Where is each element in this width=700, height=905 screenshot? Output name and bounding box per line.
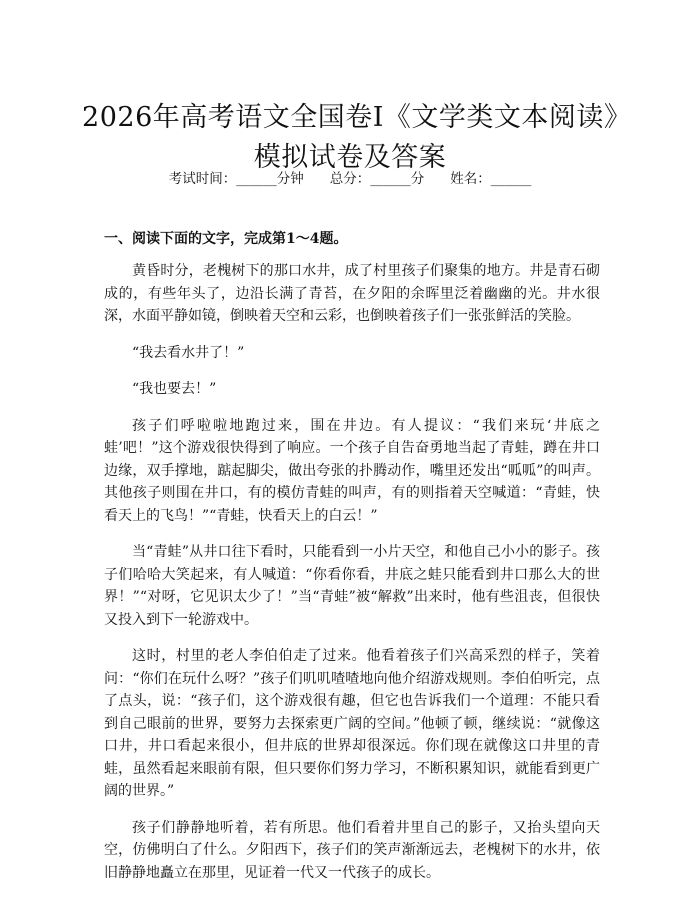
reading-passage [104, 260, 600, 898]
exam-info-line [0, 169, 700, 189]
passage-paragraph: 当“青蛙”从井口往下看时，只能看到一小片天空，和他自己小小的影子。孩子们哈哈大笑起来，有人喊道：“你看你看，井底之蛙只能看到井口那么大的世界！”“对呀，它见识太少了！”当“青蛙”被“解救”出来时，他有些沮丧，但很快又投入到下一轮游戏中。 [104, 544, 600, 628]
passage-paragraph: “我去看水井了！” [132, 344, 245, 361]
passage-paragraph: 黄昏时分，老槐树下的那口水井，成了村里孩子们聚集的地方。井是青石砌成的，有些年头了，边沿长满了青苔，在夕阳的余晖里泛着幽幽的光。井水很深，水面平静如镜，倒映着天空和云彩，也倒映着孩子们一张张鲜活的笑脸。 [104, 263, 600, 324]
passage-paragraph: 孩子们呼啦啦地跑过来，围在井边。有人提议：“我们来玩‘井底之蛙’吧！”这个游戏很快得到了响应。一个孩子自告奋勇地当起了青蛙，蹲在井口边缘，双手撑地，踮起脚尖，做出夸张的扑腾动作，嘴里还发出“呱呱”的叫声。其他孩子则围在井口，有的模仿青蛙的叫声，有的则指着天空喊道：“青蛙，快看天上的飞鸟！”“青蛙，快看天上的白云！” [104, 417, 600, 524]
student-name-field: 姓名：______ [450, 171, 532, 187]
total-score-field: 总分：______分 [329, 171, 425, 187]
exam-title: 2026年高考语文全国卷Ⅰ《文学类文本阅读》模拟试卷及答案 [82, 102, 618, 174]
passage-paragraph: “我也要去！” [132, 381, 217, 397]
exam-time-field: 考试时间：______分钟 [168, 171, 304, 187]
section-heading: 一、阅读下面的文字，完成第1～4题。 [104, 231, 348, 247]
passage-paragraph: 孩子们静静地听着，若有所思。他们看着井里自己的影子，又抬头望向天空，仿佛明白了什么。夕阳西下，孩子们的笑声渐渐远去，老槐树下的水井，依旧静静地矗立在那里，见证着一代又一代孩子的成长。 [104, 819, 600, 881]
passage-paragraph: 这时，村里的老人李伯伯走了过来。他看着孩子们兴高采烈的样子，笑着问：“你们在玩什么呀？”孩子们叽叽喳喳地向他介绍游戏规则。李伯伯听完，点了点头，说：“孩子们，这个游戏很有趣，但它也告诉我们一个道理：不能只看到自己眼前的世界，要努力去探索更广阔的空间。”他顿了顿，继续说：“就像这口井，井口看起来很小，但井底的世界却很深远。你们现在就像这口井里的青蛙，虽然看起来眼前有限，但只要你们努力学习，不断积累知识，就能看到更广阔的世界。” [104, 648, 600, 799]
